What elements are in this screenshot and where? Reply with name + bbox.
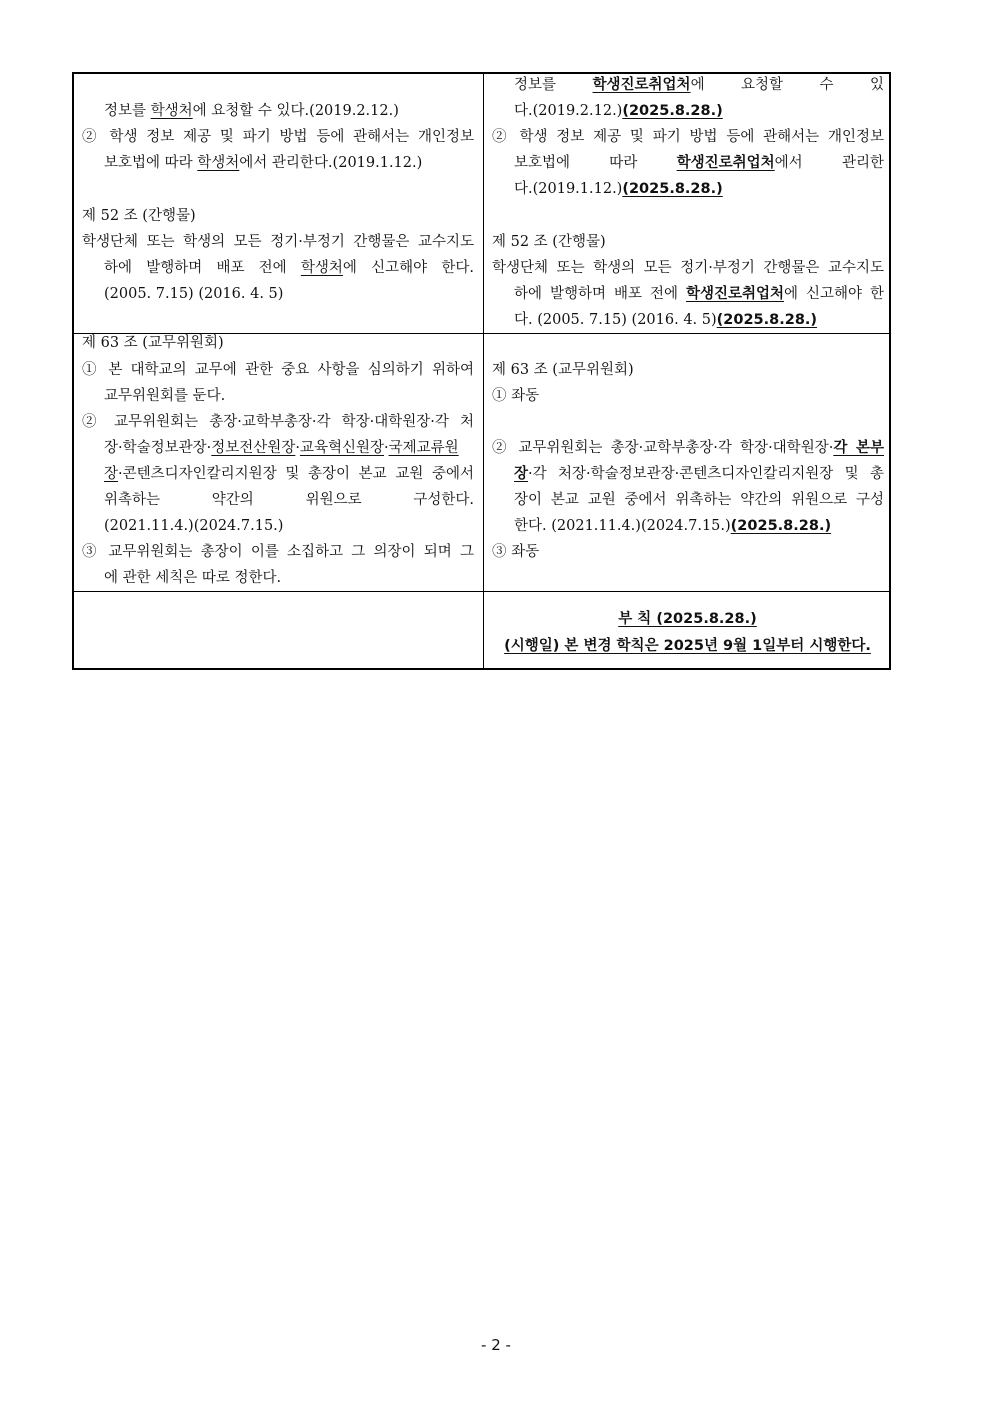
row-divider xyxy=(74,591,889,592)
right-article-63-p3: ③ 좌동 xyxy=(492,544,540,560)
amendment-comparison-table xyxy=(72,72,891,670)
right-info-line-3: ② 학생 정보 제공 및 파기 방법 등에 관해서는 개인정보 xyxy=(492,129,884,145)
right-info-line-4: 보호법에 따라 학생진로취업처에서 관리한 xyxy=(514,155,884,171)
right-info-line-1: 정보를 학생진로취업처에 요청할 수 있 xyxy=(514,77,884,93)
left-article-63-p2-line-2: 장·학술정보관장·정보전산원장·교육혁신원장·국제교류원 xyxy=(104,440,459,456)
left-info-line-2: ② 학생 정보 제공 및 파기 방법 등에 관해서는 개인정보 xyxy=(82,129,474,145)
right-article-63-p1: ① 좌동 xyxy=(492,388,540,404)
addendum-text: (시행일) 본 변경 학칙은 2025년 9월 1일부터 시행한다. xyxy=(504,638,871,654)
right-article-63-heading: 제 63 조 (교무위원회) xyxy=(492,362,634,378)
left-info-line-3: 보호법에 따라 학생처에서 관리한다.(2019.1.12.) xyxy=(104,155,423,171)
right-article-63-p2-line-4: 한다. (2021.11.4.)(2024.7.15.)(2025.8.28.) xyxy=(514,518,832,534)
left-article-63-p3-line-2: 에 관한 세칙은 따로 정한다. xyxy=(104,570,282,586)
page-number: - 2 - xyxy=(481,1336,511,1354)
left-article-63-p2-line-1: ② 교무위원회는 총장·교학부총장·각 학장·대학원장·각 처 xyxy=(82,414,474,430)
left-info-line-1: 정보를 학생처에 요청할 수 있다.(2019.2.12.) xyxy=(104,103,399,119)
right-info-line-5: 다.(2019.1.12.)(2025.8.28.) xyxy=(514,181,723,197)
right-article-52-line-3: 다. (2005. 7.15) (2016. 4. 5)(2025.8.28.) xyxy=(514,312,818,328)
right-article-63-p2-line-1: ② 교무위원회는 총장·교학부총장·각 학장·대학원장·각 본부 xyxy=(492,440,885,456)
left-article-63-p1-line-1: ① 본 대학교의 교무에 관한 중요 사항을 심의하기 위하여 xyxy=(82,362,474,378)
right-article-63-p2-line-3: 장이 본교 교원 중에서 위촉하는 약간의 위원으로 구성 xyxy=(514,492,884,508)
right-info-line-2: 다.(2019.2.12.)(2025.8.28.) xyxy=(514,103,723,119)
right-article-63-p2-line-2: 장·각 처장·학술정보관장·콘텐츠디자인칼리지원장 및 총 xyxy=(514,466,884,482)
left-article-52-line-2: 하에 발행하며 배포 전에 학생처에 신고해야 한다. xyxy=(104,260,474,276)
left-article-52-line-1: 학생단체 또는 학생의 모든 정기·부정기 간행물은 교수지도 xyxy=(82,234,474,250)
left-article-63-p2-line-3: 장·콘텐츠디자인칼리지원장 및 총장이 본교 교원 중에서 xyxy=(104,466,474,482)
right-article-52-line-1: 학생단체 또는 학생의 모든 정기·부정기 간행물은 교수지도 xyxy=(492,260,884,276)
left-article-52-line-3: (2005. 7.15) (2016. 4. 5) xyxy=(104,286,284,302)
left-article-63-p2-line-5: (2021.11.4.)(2024.7.15.) xyxy=(104,518,284,534)
left-article-63-p2-line-4: 위촉하는 약간의 위원으로 구성한다. xyxy=(104,492,474,508)
left-article-63-heading: 제 63 조 (교무위원회) xyxy=(82,335,224,351)
left-article-63-p3-line-1: ③ 교무위원회는 총장이 이를 소집하고 그 의장이 되며 그 xyxy=(82,544,474,560)
right-article-52-heading: 제 52 조 (간행물) xyxy=(492,234,606,250)
left-article-63-p1-line-2: 교무위원회를 둔다. xyxy=(104,388,226,404)
right-article-52-line-2: 하에 발행하며 배포 전에 학생진로취업처에 신고해야 한 xyxy=(514,286,884,302)
left-article-52-heading: 제 52 조 (간행물) xyxy=(82,208,196,224)
addendum-title: 부 칙 (2025.8.28.) xyxy=(618,611,757,627)
column-divider xyxy=(483,74,484,668)
